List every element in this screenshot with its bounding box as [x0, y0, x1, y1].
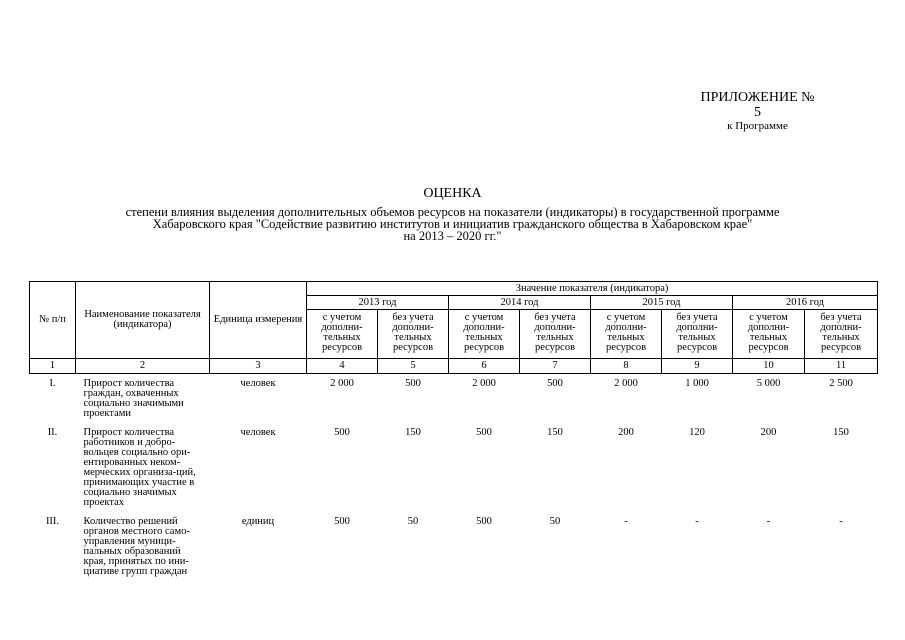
row-value: 2 500: [829, 378, 853, 389]
row-value: -: [624, 516, 628, 527]
row-value: 2 000: [330, 378, 354, 389]
row-name: Количество решений органов местного само-управления муници-пальных образований края, принятых по ини-циативе групп граждан: [83, 516, 190, 577]
row-unit: единиц: [241, 516, 275, 527]
document-subtitle-line-3: на 2013 – 2020 гг.": [403, 229, 502, 243]
document-subtitle-line-1: степени влияния выделения дополнительных объемов ресурсов на показатели (индикаторы) в государственной программе: [125, 205, 780, 219]
column-number: 4: [307, 359, 378, 374]
row-value: 500: [547, 378, 563, 389]
row-unit: человек: [240, 378, 276, 389]
header-value-group: Значение показателя (индикатора): [307, 282, 878, 296]
row-num: III.: [45, 516, 60, 527]
header-with-extra: с учетом дополни-тельных ресурсов: [449, 310, 520, 359]
header-year-2013: 2013 год: [307, 296, 449, 310]
column-number: 10: [733, 359, 805, 374]
row-value: 50: [407, 516, 419, 527]
row-value: -: [695, 516, 699, 527]
header-unit: Единица измерения: [210, 282, 307, 359]
column-number: 6: [449, 359, 520, 374]
header-name: Наименование показателя (индикатора): [76, 282, 210, 359]
header-num: № п/п: [30, 282, 76, 359]
row-unit: человек: [240, 427, 276, 438]
column-number: 5: [378, 359, 449, 374]
row-value: 500: [334, 427, 350, 438]
row-name: Прирост количества граждан, охваченных социально значимыми проектами: [83, 378, 184, 419]
indicators-table: [29, 281, 878, 581]
column-number: 2: [76, 359, 210, 374]
row-value: 50: [549, 516, 561, 527]
header-with-extra: с учетом дополни-тельных ресурсов: [307, 310, 378, 359]
row-value: 150: [405, 427, 421, 438]
appendix-reference: к Программе: [727, 120, 788, 132]
table-row: [30, 374, 878, 424]
document-subtitle-line-2: Хабаровского края "Содействие развитию институтов и инициатив гражданского общества в Хабаровском крае": [152, 217, 753, 231]
table-row: [30, 512, 878, 581]
row-value: 200: [618, 427, 634, 438]
row-value: 2 000: [614, 378, 638, 389]
header-without-extra: без учета дополни-тельных ресурсов: [662, 310, 733, 359]
header-year-2016: 2016 год: [733, 296, 878, 310]
row-value: 500: [334, 516, 350, 527]
row-value: 500: [476, 516, 492, 527]
row-value: -: [839, 516, 843, 527]
header-without-extra: без учета дополни-тельных ресурсов: [520, 310, 591, 359]
header-year-2014: 2014 год: [449, 296, 591, 310]
column-number: 9: [662, 359, 733, 374]
header-year-2015: 2015 год: [591, 296, 733, 310]
row-value: 2 000: [472, 378, 496, 389]
row-value: 500: [476, 427, 492, 438]
header-with-extra: с учетом дополни-тельных ресурсов: [733, 310, 805, 359]
header-without-extra: без учета дополни-тельных ресурсов: [805, 310, 878, 359]
column-number: 8: [591, 359, 662, 374]
table-row: [30, 423, 878, 512]
row-value: -: [766, 516, 771, 527]
appendix-number: ПРИЛОЖЕНИЕ № 5: [700, 90, 815, 120]
row-num: II.: [47, 427, 58, 438]
document-title-block: [40, 186, 865, 242]
column-number: 3: [210, 359, 307, 374]
row-value: 500: [405, 378, 421, 389]
header-without-extra: без учета дополни-тельных ресурсов: [378, 310, 449, 359]
column-number: 1: [30, 359, 76, 374]
header-with-extra: с учетом дополни-тельных ресурсов: [591, 310, 662, 359]
row-num: I.: [49, 378, 56, 389]
row-value: 1 000: [685, 378, 709, 389]
appendix-block: [700, 90, 815, 133]
row-value: 5 000: [756, 378, 781, 389]
column-number: 11: [805, 359, 878, 374]
column-number: 7: [520, 359, 591, 374]
row-value: 150: [547, 427, 563, 438]
row-name: Прирост количества работников и добро-вольцев социально ори-ентированных неком-мерческих организа-ций, принимающих участие в социально значимых проектах: [83, 427, 196, 508]
row-value: 200: [760, 427, 777, 438]
document-heading: ОЦЕНКА: [423, 186, 482, 201]
row-value: 150: [833, 427, 849, 438]
row-value: 120: [689, 427, 705, 438]
